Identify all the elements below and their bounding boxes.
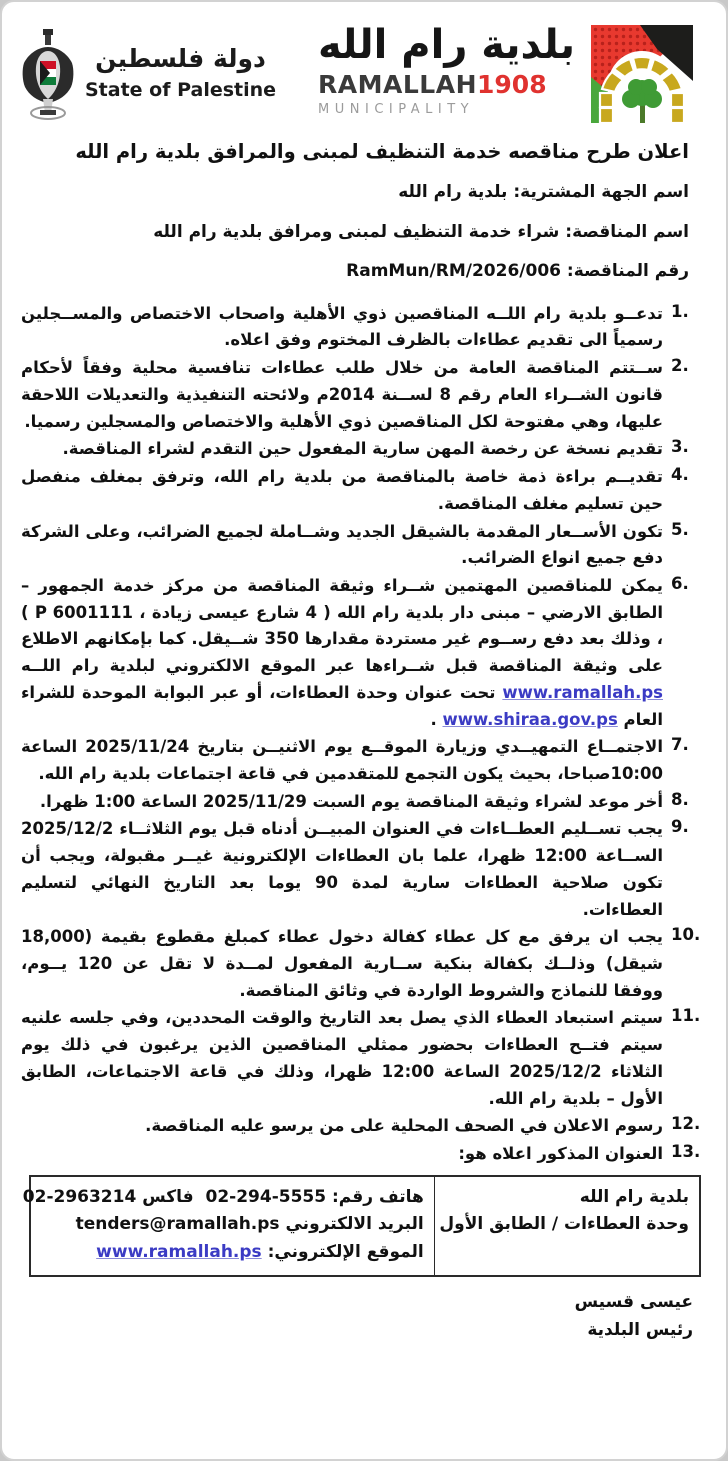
clause-number: 3. (671, 437, 689, 457)
clause6-part2: ) ، وذلك بعد دفع رســوم غير مستردة مقدارها 350 شــيقل. كما بإمكانهم الاطلاع على وثيقة المناقصة قبل شــراءها عبر الموقع الالكتروني لبلدية رام اللــه (21, 602, 663, 676)
tender-name-label: اسم المناقصة: (565, 221, 689, 242)
clause-number: 4. (671, 465, 689, 485)
signatory-name: عيسى قسيس (574, 1292, 693, 1313)
clause-item (21, 1113, 709, 1140)
tender-name-line (25, 220, 689, 246)
clause-text: ســتتم المناقصة العامة من خلال طلب عطاءات تنافسية محلية وفقاً لأحكام قانون الشــراء العام رقم 8 لســنة 2014م ولائحته التنفيذية والتعديلات اللاحقة عليها، وهي مفتوحة لكل المناقصين ذوي الأهلية والاختصاص والمسجلين رسميا. (21, 358, 663, 431)
clause-text: يجب ان يرفق مع كل عطاء كفالة دخول عطاء كمبلغ مقطوع بقيمة (18,000 شيقل) وذلــك بكفالة بنكية ســارية المفعول لمــدة لا تقل عن 120 يــوم، ووفقا للنماذج والشروط الواردة في وثائق المناقصة. (21, 927, 663, 1000)
clause-text: أخر موعد لشراء وثيقة المناقصة يوم السبت 2025/11/29 الساعة 1:00 ظهرا. (39, 791, 663, 811)
title-block (5, 123, 723, 285)
shiraa-portal-link[interactable]: www.shiraa.gov.ps (442, 709, 618, 729)
clause-text: رسوم الاعلان في الصحف المحلية على من يرسو عليه المناقصة. (145, 1116, 663, 1136)
clause-number: 13. (671, 1142, 701, 1162)
clause-text: الاجتمــاع التمهيــدي وزيارة الموقــع يوم الاثنيــن بتاريخ 2025/11/24 الساعة 10:00صباحا، بحيث يكون التجمع للمتقدمين في قاعة اجتماعات بلدية رام الله. (21, 737, 663, 783)
palestine-eagle-emblem (19, 25, 77, 121)
ramallah-municipality-block (318, 19, 703, 127)
municipality-website-link[interactable]: www.ramallah.ps (96, 1241, 262, 1262)
address-cell (434, 1176, 700, 1277)
clause-item (21, 1005, 709, 1112)
state-name-english: State of Palestine (85, 79, 277, 102)
clause-text: سيتم استبعاد العطاء الذي يصل بعد التاريخ والوقت المحددين، وفي جلسه علنيه سيتم فتــح العطاءات بحضور ممثلي المناقصين الذين يرغبون في ذلك يوم الثلاثاء 2025/12/2 الساعة 12:00 ظهرا، وذلك في قاعة الاجتماعات، الطابق الأول – بلدية رام الله. (21, 1008, 663, 1108)
tender-name-value: شراء خدمة التنظيف لمبنى ومرافق بلدية رام الله (153, 221, 560, 242)
clause-item (21, 301, 709, 354)
website-line (41, 1239, 424, 1267)
address-line-1: بلدية رام الله (579, 1186, 689, 1207)
clause-number: 6. (671, 573, 689, 593)
clause6-part3: تحت عنوان وحدة العطاءات، أو عبر البوابة الموحدة للشراء العام (21, 682, 663, 729)
buyer-line (25, 180, 689, 206)
clause-number: 2. (671, 356, 689, 376)
fax-label: فاكس (142, 1186, 194, 1207)
clause6-part1: يمكن للمناقصين المهتمين شــراء وثيقة المناقصة من مركز خدمة الجمهور – الطابق الارضي – مبنى دار بلدية رام الله ( 4 شارع عيسى زيادة ، (21, 575, 663, 622)
clause-item (21, 734, 709, 787)
tender-number-label: رقم المناقصة: (566, 261, 689, 282)
clause-list (5, 291, 723, 1168)
tender-number-value: RamMun/RM/2026/006 (346, 261, 561, 282)
municipality-name-english: RAMALLAH (318, 70, 478, 99)
clause-text (21, 573, 663, 733)
clause-number: 7. (671, 735, 689, 755)
municipality-name-arabic: بلدية رام الله (318, 22, 575, 68)
clause-item (21, 924, 709, 1004)
buyer-value: بلدية رام الله (398, 182, 508, 203)
clause-item (21, 573, 709, 733)
ramallah-website-link[interactable]: www.ramallah.ps (502, 682, 663, 702)
clause-item (21, 464, 709, 517)
contact-table (22, 1175, 701, 1278)
state-name-arabic: دولة فلسطين (95, 44, 266, 73)
clause-number: 12. (671, 1114, 701, 1134)
municipality-subtitle: MUNICIPALITY (318, 102, 475, 117)
announcement-title: اعلان طرح مناقصه خدمة التنظيف لمبنى والمرافق بلدية رام الله (75, 140, 689, 163)
municipality-name-latin-row (318, 70, 575, 99)
clause6-part4: . (430, 709, 443, 729)
contact-table-wrapper (5, 1169, 723, 1278)
clause-text: تقديم نسخة عن رخصة المهن سارية المفعول حين التقدم لشراء المناقصة. (62, 439, 663, 459)
page-inner (5, 5, 723, 1456)
table-row (30, 1176, 700, 1277)
buyer-label: اسم الجهة المشترية: (513, 182, 689, 203)
clause-item (21, 816, 709, 923)
clause-number: 10. (671, 925, 701, 945)
phone-label: هاتف رقم: (332, 1186, 424, 1207)
clause-text: تدعــو بلدية رام اللــه المناقصين ذوي الأهلية واصحاب الاختصاص والمســجلين رسمياً الى تقديم عطاءات بالظرف المختوم وفق اعلاه. (21, 303, 663, 350)
clause-item (21, 1141, 709, 1168)
clause-text: تقديــم براءة ذمة خاصة بالمناقصة من بلدية رام الله، وترفق بمغلف منفصل حين تسليم مغلف المناقصة. (21, 467, 663, 513)
clause-item (21, 355, 709, 435)
clause-number: 11. (671, 1006, 701, 1026)
clause-text: يجب تســليم العطــاءات في العنوان المبيــن أدناه قبل يوم الثلاثــاء 2025/12/2 الســاعة 12:00 ظهرا، علما بان العطاءات الإلكترونية غيــر مقبولة، ويجب أن تكون صلاحية العطاءات سارية لمدة 90 يوما بعد التاريخ النهائي لتسليم العطاءات. (21, 819, 663, 919)
clause-item (21, 519, 709, 572)
signature-block (5, 1277, 723, 1343)
clause-number: 9. (671, 817, 689, 837)
document-header (5, 5, 723, 123)
clause6-phone: P 6001111 (34, 602, 134, 622)
phone-line (22, 1184, 424, 1212)
phone-number: 02-294-5555 (205, 1186, 327, 1207)
clause-number: 5. (671, 519, 689, 539)
clause-text: العنوان المذكور اعلاه هو: (458, 1144, 663, 1164)
state-of-palestine-block (19, 25, 276, 121)
state-text-group (85, 43, 276, 103)
ramallah-municipality-logo (585, 19, 703, 127)
municipality-wordmark (318, 19, 575, 117)
email-address: tenders@ramallah.ps (75, 1214, 280, 1235)
tender-number-line (25, 259, 689, 285)
clause-text: تكون الأســعار المقدمة بالشيقل الجديد وشــاملة لجميع الضرائب، وعلى الشركة دفع جميع انواع الضرائب. (21, 521, 663, 568)
clause-number: 8. (671, 789, 689, 809)
signatory-role: رئيس البلدية (587, 1319, 693, 1340)
fax-number: 02-2963214 (22, 1186, 137, 1207)
clause-number: 1. (671, 301, 689, 321)
address-line-2: وحدة العطاءات / الطابق الأول (439, 1214, 689, 1235)
website-label: الموقع الإلكتروني: (267, 1241, 424, 1262)
municipality-founding-year: 1908 (477, 70, 547, 99)
contact-info-cell (22, 1176, 434, 1277)
email-line (41, 1211, 424, 1239)
clause-item (21, 436, 709, 463)
clause-item (21, 789, 709, 816)
email-label: البريد الالكتروني (285, 1214, 424, 1235)
